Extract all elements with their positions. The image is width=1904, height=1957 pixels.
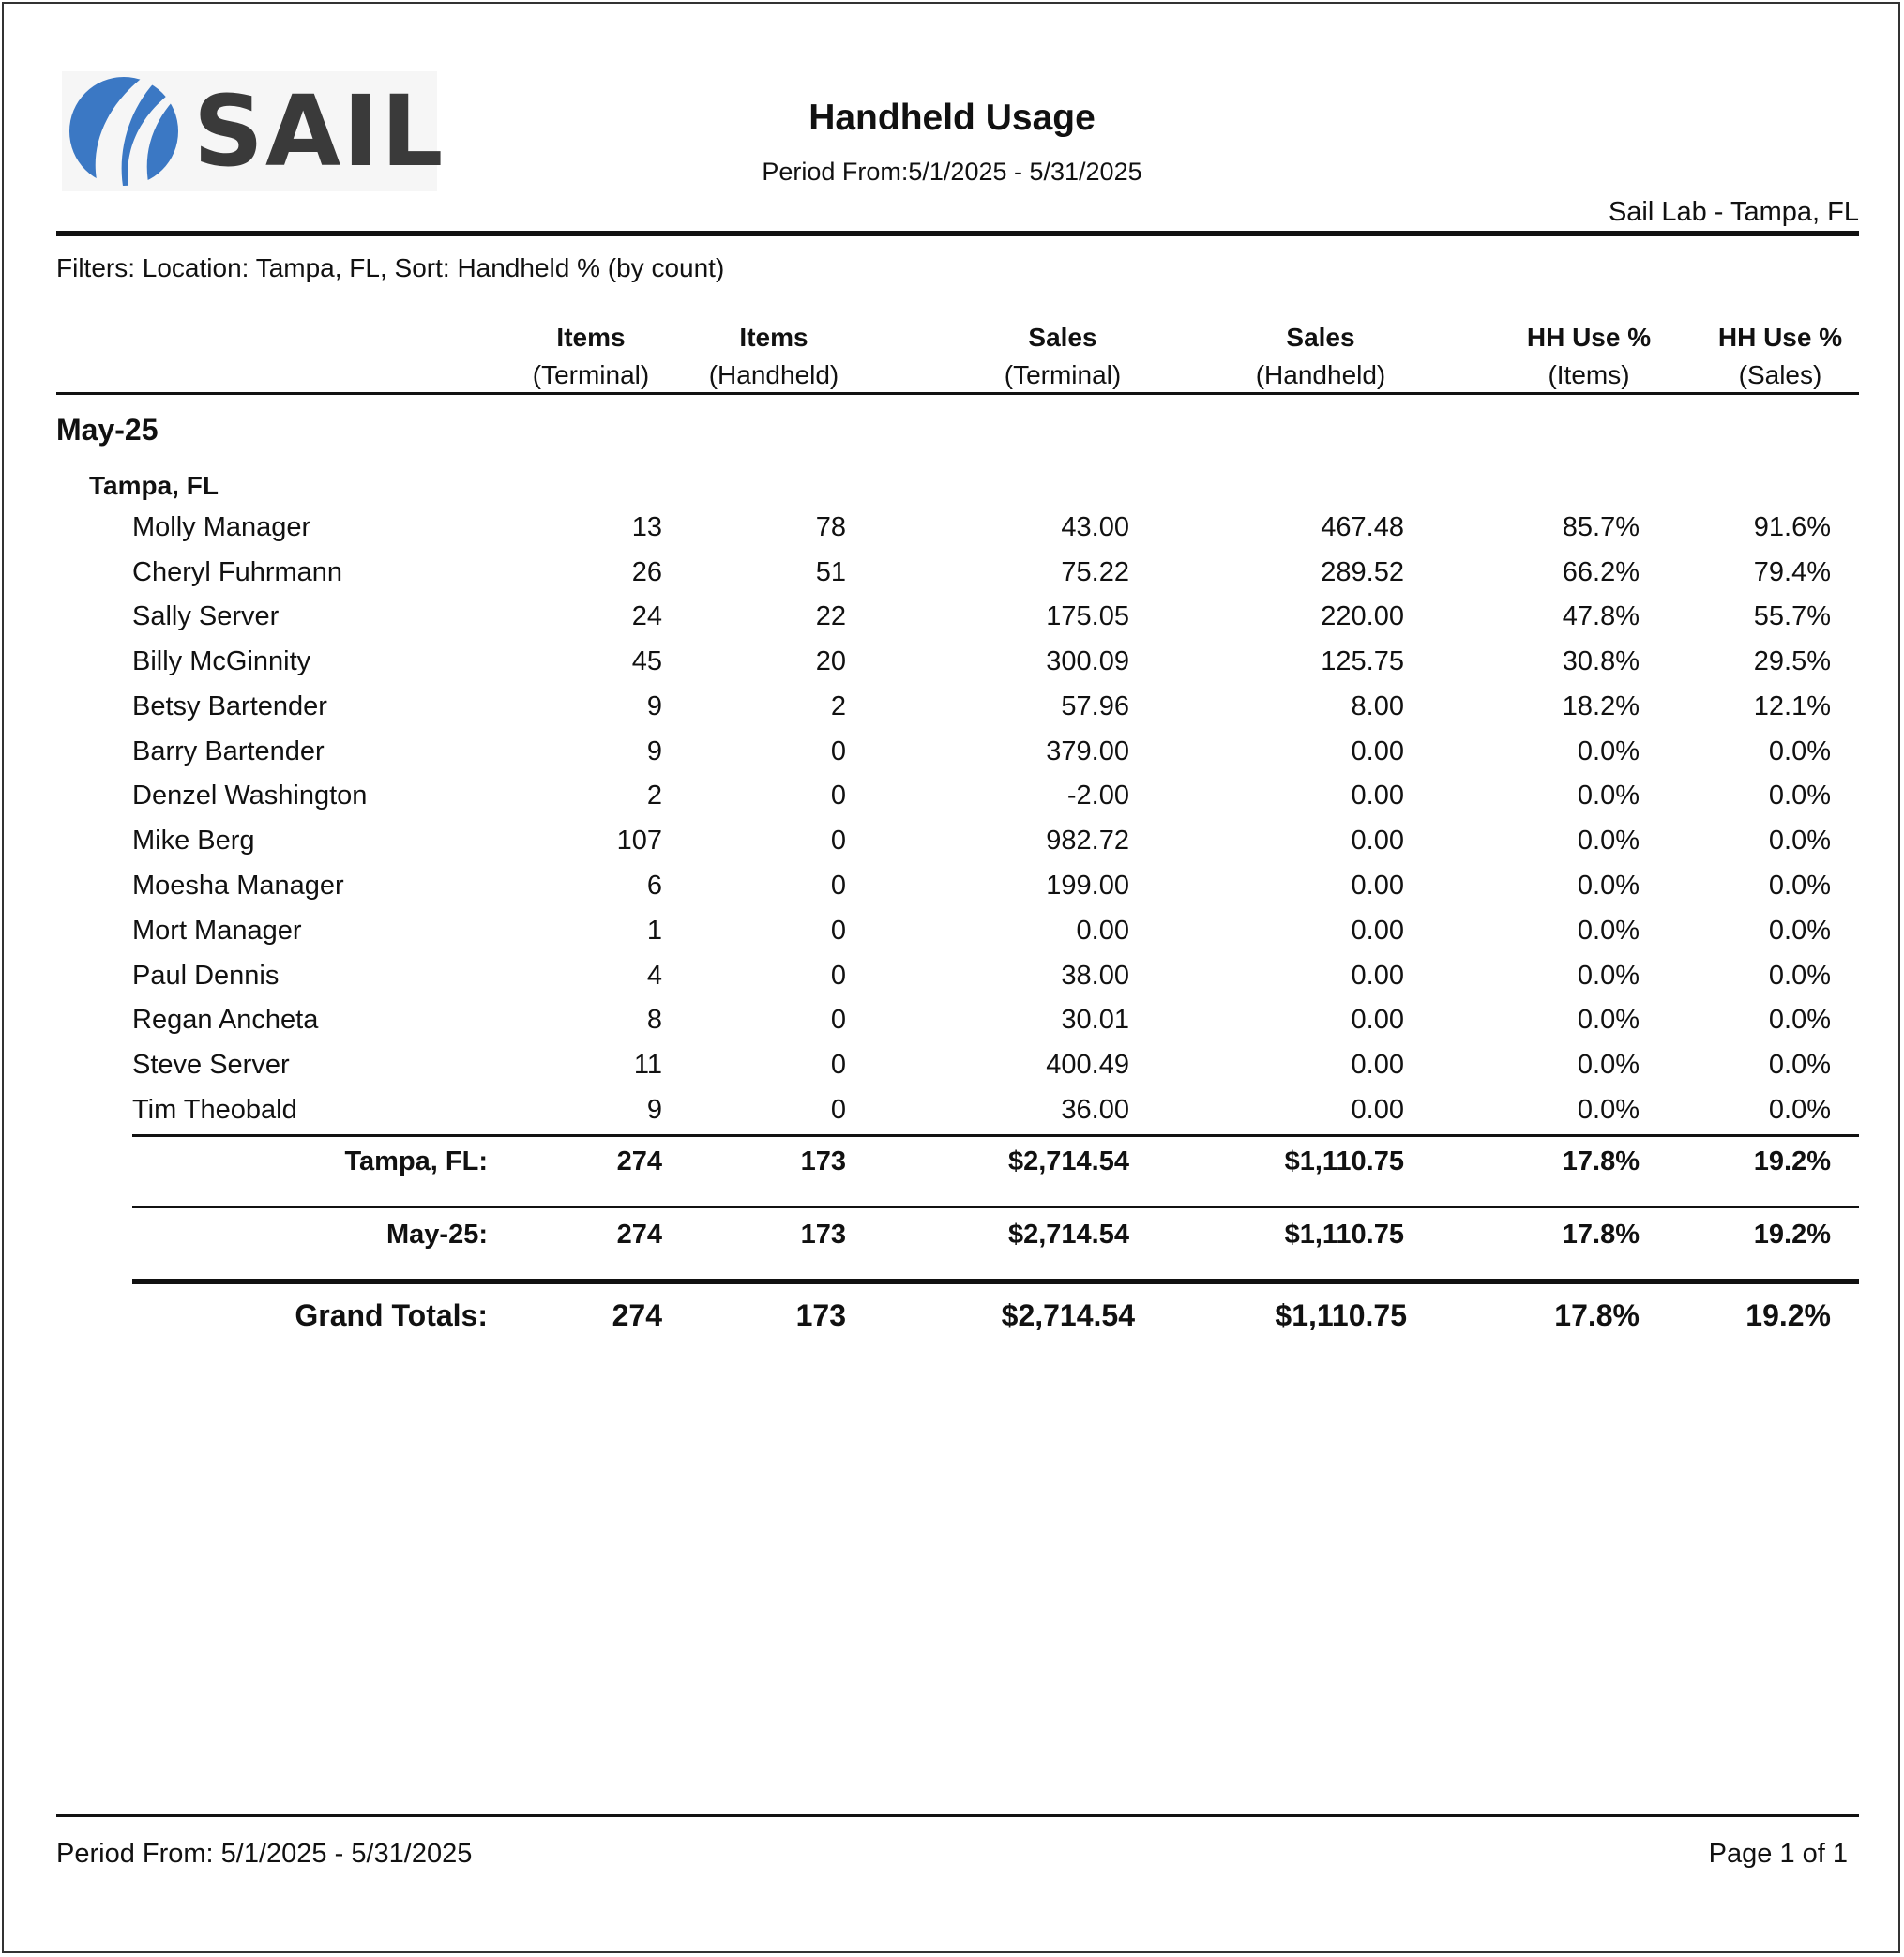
hh-sales-cell: 0.0% xyxy=(1768,1050,1831,1080)
employee-name: Regan Ancheta xyxy=(132,1005,319,1035)
sales-terminal-cell: 0.00 xyxy=(1076,916,1129,946)
column-header-line1: HH Use % xyxy=(1526,323,1652,352)
sales-terminal-cell: 75.22 xyxy=(1061,557,1129,587)
sales-terminal-cell: 36.00 xyxy=(1061,1095,1129,1125)
sail-logo xyxy=(62,71,446,191)
column-header-line1: Sales xyxy=(1028,323,1097,352)
items-terminal-cell: 24 xyxy=(631,601,662,631)
items-terminal-cell: 1 xyxy=(646,916,662,946)
sales-handheld-cell: 220.00 xyxy=(1321,601,1404,631)
hh-items-cell: 30.8% xyxy=(1562,646,1640,676)
items-handheld-cell: 78 xyxy=(815,512,846,542)
items-terminal-cell: 9 xyxy=(646,691,662,721)
employee-name: Denzel Washington xyxy=(132,781,368,811)
employee-name: Cheryl Fuhrmann xyxy=(132,557,343,587)
hh-sales-cell: 55.7% xyxy=(1753,601,1831,631)
employee-name: Billy McGinnity xyxy=(132,646,311,676)
sales-terminal-cell: 379.00 xyxy=(1046,736,1129,766)
items-handheld-cell: 0 xyxy=(830,1095,846,1125)
sales-handheld-cell: 8.00 xyxy=(1351,691,1404,721)
sales-terminal-cell: -2.00 xyxy=(1066,781,1129,811)
footer-period: Period From: 5/1/2025 - 5/31/2025 xyxy=(56,1839,473,1869)
period-group-label: May-25 xyxy=(56,413,159,447)
organization-label: Sail Lab - Tampa, FL xyxy=(1608,197,1859,227)
hh-sales-cell: 79.4% xyxy=(1753,557,1831,587)
items-terminal-total: 274 xyxy=(612,1298,662,1332)
hh-items-cell: 18.2% xyxy=(1562,691,1640,721)
hh-sales-cell: 29.5% xyxy=(1753,646,1831,676)
sail-logo-icon xyxy=(62,71,193,191)
column-header-items-terminal xyxy=(521,319,661,394)
sales-terminal-total: $2,714.54 xyxy=(1007,1146,1129,1176)
items-handheld-cell: 0 xyxy=(830,1005,846,1035)
table-row xyxy=(0,512,1904,557)
sales-handheld-total: $1,110.75 xyxy=(1275,1298,1407,1332)
hh-items-cell: 0.0% xyxy=(1577,871,1640,901)
grand-total-label: Grand Totals: xyxy=(295,1298,488,1332)
items-handheld-cell: 0 xyxy=(830,1050,846,1080)
location-group-label: Tampa, FL xyxy=(89,471,219,500)
logo-wordmark: SAIL xyxy=(193,74,446,189)
column-header-items-handheld xyxy=(699,319,849,394)
report-title: Handheld Usage xyxy=(808,98,1096,138)
items-handheld-cell: 0 xyxy=(830,961,846,991)
items-terminal-cell: 13 xyxy=(631,512,662,542)
column-header-rule xyxy=(56,392,1859,395)
table-row xyxy=(0,826,1904,871)
hh-items-total: 17.8% xyxy=(1562,1146,1640,1176)
sales-terminal-cell: 30.01 xyxy=(1061,1005,1129,1035)
hh-sales-total: 19.2% xyxy=(1753,1220,1831,1250)
items-handheld-total: 173 xyxy=(800,1146,846,1176)
column-header-line2: (Terminal) xyxy=(532,360,650,389)
employee-name: Sally Server xyxy=(132,601,280,631)
items-handheld-cell: 51 xyxy=(815,557,846,587)
hh-items-cell: 0.0% xyxy=(1577,1005,1640,1035)
hh-sales-total: 19.2% xyxy=(1753,1146,1831,1176)
items-terminal-cell: 4 xyxy=(646,961,662,991)
items-handheld-total: 173 xyxy=(800,1220,846,1250)
hh-items-cell: 66.2% xyxy=(1562,557,1640,587)
items-terminal-cell: 8 xyxy=(646,1005,662,1035)
hh-sales-cell: 0.0% xyxy=(1768,961,1831,991)
items-terminal-total: 274 xyxy=(616,1220,662,1250)
items-handheld-cell: 0 xyxy=(830,826,846,856)
items-terminal-cell: 9 xyxy=(646,736,662,766)
employee-name: Betsy Bartender xyxy=(132,691,327,721)
sales-handheld-cell: 125.75 xyxy=(1321,646,1404,676)
hh-items-cell: 0.0% xyxy=(1577,781,1640,811)
hh-items-total: 17.8% xyxy=(1554,1298,1640,1332)
employee-name: Paul Dennis xyxy=(132,961,280,991)
sales-terminal-total: $2,714.54 xyxy=(1001,1298,1135,1332)
sales-handheld-cell: 289.52 xyxy=(1321,557,1404,587)
column-header-line2: (Handheld) xyxy=(708,360,839,389)
sales-terminal-total: $2,714.54 xyxy=(1007,1220,1129,1250)
items-terminal-cell: 2 xyxy=(646,781,662,811)
hh-sales-cell: 12.1% xyxy=(1753,691,1831,721)
employee-name: Moesha Manager xyxy=(132,871,344,901)
sales-handheld-total: $1,110.75 xyxy=(1284,1146,1404,1176)
report-period-subtitle: Period From:5/1/2025 - 5/31/2025 xyxy=(762,158,1142,186)
sales-terminal-cell: 199.00 xyxy=(1046,871,1129,901)
footer-rule xyxy=(56,1814,1859,1817)
hh-items-cell: 0.0% xyxy=(1577,1050,1640,1080)
hh-sales-cell: 0.0% xyxy=(1768,916,1831,946)
column-header-hh-use-sales xyxy=(1703,319,1857,394)
hh-items-cell: 0.0% xyxy=(1577,961,1640,991)
sales-terminal-cell: 400.49 xyxy=(1046,1050,1129,1080)
column-header-line1: Sales xyxy=(1286,323,1355,352)
location-total-rule xyxy=(132,1134,1859,1137)
header-rule xyxy=(56,231,1859,236)
hh-sales-cell: 0.0% xyxy=(1768,736,1831,766)
items-terminal-cell: 45 xyxy=(631,646,662,676)
employee-name: Mort Manager xyxy=(132,916,302,946)
period-total-label: May-25: xyxy=(386,1220,488,1250)
table-row xyxy=(0,871,1904,916)
employee-name: Mike Berg xyxy=(132,826,255,856)
sales-terminal-cell: 982.72 xyxy=(1046,826,1129,856)
employee-name: Barry Bartender xyxy=(132,736,325,766)
sales-terminal-cell: 38.00 xyxy=(1061,961,1129,991)
table-row xyxy=(0,1095,1904,1140)
items-handheld-cell: 20 xyxy=(815,646,846,676)
items-terminal-total: 274 xyxy=(616,1146,662,1176)
items-handheld-total: 173 xyxy=(795,1298,846,1332)
sales-handheld-total: $1,110.75 xyxy=(1284,1220,1404,1250)
column-header-line1: Items xyxy=(556,323,626,352)
table-row xyxy=(0,736,1904,781)
column-header-hh-use-items xyxy=(1512,319,1666,394)
sales-handheld-cell: 0.00 xyxy=(1351,871,1404,901)
hh-sales-cell: 91.6% xyxy=(1753,512,1831,542)
items-handheld-cell: 22 xyxy=(815,601,846,631)
sales-handheld-cell: 0.00 xyxy=(1351,961,1404,991)
table-row xyxy=(0,961,1904,1006)
hh-items-cell: 0.0% xyxy=(1577,916,1640,946)
column-header-line2: (Sales) xyxy=(1738,360,1822,389)
column-header-sales-terminal xyxy=(985,319,1141,394)
employee-name: Molly Manager xyxy=(132,512,311,542)
sales-handheld-cell: 0.00 xyxy=(1351,1095,1404,1125)
sales-terminal-cell: 300.09 xyxy=(1046,646,1129,676)
hh-items-total: 17.8% xyxy=(1562,1220,1640,1250)
column-header-line2: (Terminal) xyxy=(1004,360,1122,389)
grand-total-rule xyxy=(132,1279,1859,1284)
table-row xyxy=(0,1005,1904,1050)
items-handheld-cell: 0 xyxy=(830,916,846,946)
items-terminal-cell: 6 xyxy=(646,871,662,901)
table-row xyxy=(0,646,1904,691)
hh-sales-total: 19.2% xyxy=(1745,1298,1831,1332)
hh-items-cell: 85.7% xyxy=(1562,512,1640,542)
hh-sales-cell: 0.0% xyxy=(1768,781,1831,811)
sales-terminal-cell: 57.96 xyxy=(1061,691,1129,721)
period-total-rule xyxy=(132,1206,1859,1208)
items-terminal-cell: 107 xyxy=(616,826,662,856)
hh-sales-cell: 0.0% xyxy=(1768,1005,1831,1035)
location-total-label: Tampa, FL: xyxy=(344,1146,488,1176)
hh-sales-cell: 0.0% xyxy=(1768,826,1831,856)
hh-items-cell: 0.0% xyxy=(1577,1095,1640,1125)
items-handheld-cell: 2 xyxy=(830,691,846,721)
column-header-line2: (Items) xyxy=(1548,360,1630,389)
hh-items-cell: 0.0% xyxy=(1577,826,1640,856)
column-header-line1: HH Use % xyxy=(1717,323,1843,352)
sales-handheld-cell: 0.00 xyxy=(1351,781,1404,811)
table-row xyxy=(0,557,1904,602)
items-handheld-cell: 0 xyxy=(830,736,846,766)
sales-handheld-cell: 0.00 xyxy=(1351,1050,1404,1080)
employee-name: Steve Server xyxy=(132,1050,290,1080)
page-number: Page 1 of 1 xyxy=(1708,1839,1848,1869)
hh-items-cell: 47.8% xyxy=(1562,601,1640,631)
sales-handheld-cell: 0.00 xyxy=(1351,1005,1404,1035)
hh-sales-cell: 0.0% xyxy=(1768,871,1831,901)
sales-handheld-cell: 0.00 xyxy=(1351,736,1404,766)
items-terminal-cell: 26 xyxy=(631,557,662,587)
table-row xyxy=(0,601,1904,646)
hh-sales-cell: 0.0% xyxy=(1768,1095,1831,1125)
items-handheld-cell: 0 xyxy=(830,871,846,901)
sales-terminal-cell: 43.00 xyxy=(1061,512,1129,542)
employee-name: Tim Theobald xyxy=(132,1095,297,1125)
column-header-line2: (Handheld) xyxy=(1255,360,1386,389)
filters-text: Filters: Location: Tampa, FL, Sort: Handheld % (by count) xyxy=(56,253,725,282)
items-terminal-cell: 11 xyxy=(633,1050,662,1080)
sales-handheld-cell: 0.00 xyxy=(1351,826,1404,856)
table-row xyxy=(0,1050,1904,1095)
items-terminal-cell: 9 xyxy=(646,1095,662,1125)
column-header-sales-handheld xyxy=(1243,319,1398,394)
sales-terminal-cell: 175.05 xyxy=(1046,601,1129,631)
sales-handheld-cell: 467.48 xyxy=(1321,512,1404,542)
sales-handheld-cell: 0.00 xyxy=(1351,916,1404,946)
table-row xyxy=(0,916,1904,961)
column-header-line1: Items xyxy=(739,323,808,352)
table-row xyxy=(0,781,1904,826)
hh-items-cell: 0.0% xyxy=(1577,736,1640,766)
table-row xyxy=(0,691,1904,736)
items-handheld-cell: 0 xyxy=(830,781,846,811)
